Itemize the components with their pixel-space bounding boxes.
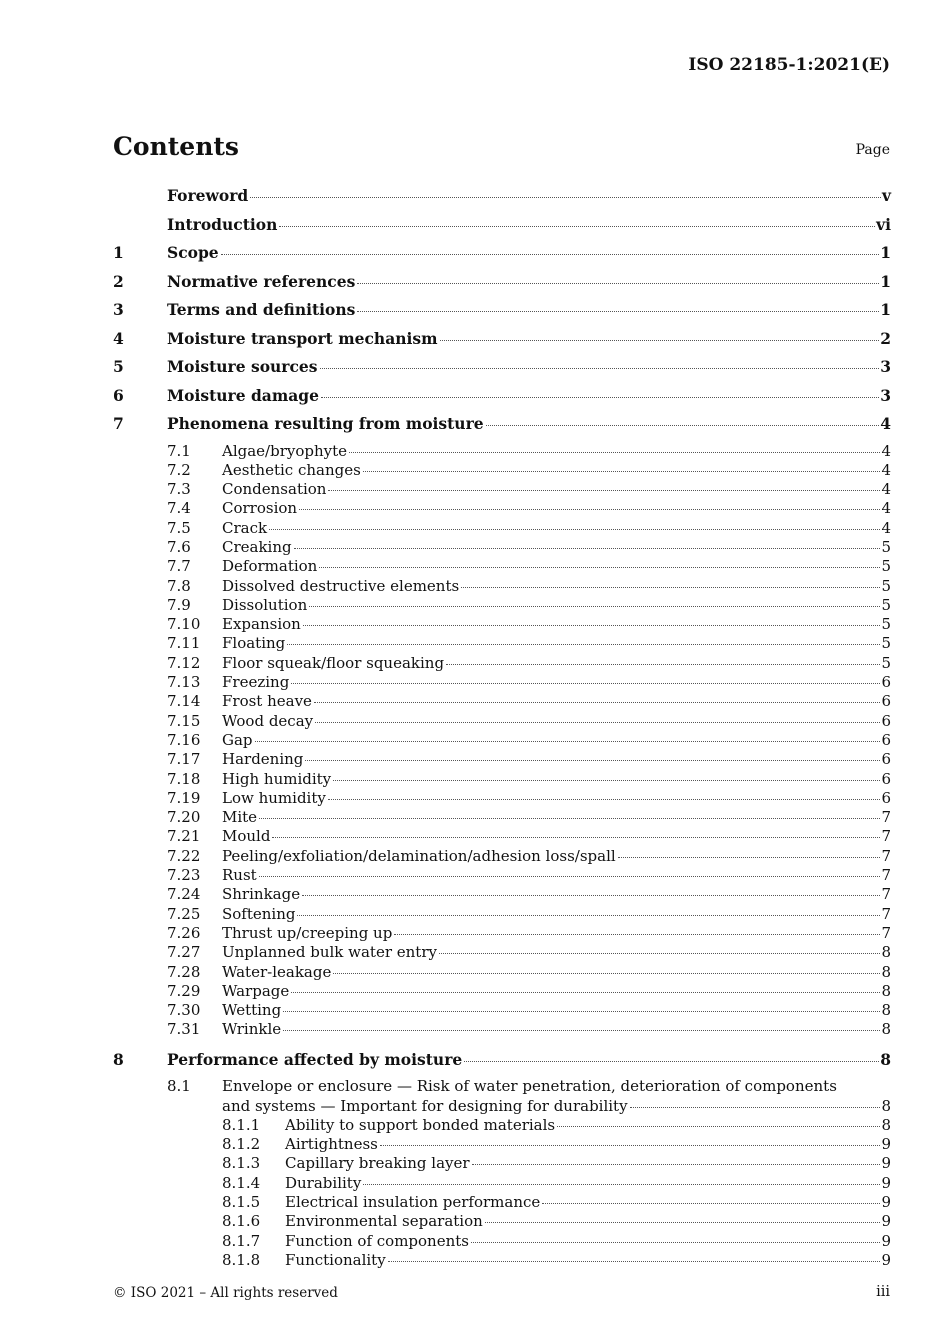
toc-entry-title: Normative references — [167, 271, 356, 291]
toc-entry-number: 7.2 — [167, 460, 191, 479]
toc-entry-page: 8 — [881, 1096, 891, 1115]
toc-entry[interactable] — [113, 356, 891, 385]
toc-entry-page: 5 — [881, 595, 891, 614]
toc-entry-number: 7.7 — [167, 557, 191, 576]
toc-entry-number: 4 — [113, 328, 124, 348]
toc-dot-leader — [333, 780, 880, 781]
toc-entry[interactable] — [113, 242, 891, 271]
toc-dot-leader — [255, 741, 881, 742]
toc-entry-page: 8 — [881, 981, 891, 1000]
toc-entry-number: 7.9 — [167, 595, 191, 614]
toc-entry[interactable] — [113, 1193, 891, 1212]
toc-entry-number: 8.1.4 — [222, 1173, 261, 1192]
toc-dot-leader — [283, 1011, 880, 1012]
toc-entry-title: Crack — [222, 518, 268, 537]
toc-entry-number: 7.24 — [167, 885, 201, 904]
toc-entry-title: Moisture transport mechanism — [167, 328, 438, 348]
toc-entry-page: 9 — [881, 1250, 891, 1269]
toc-dot-leader — [472, 1164, 881, 1165]
toc-entry-number: 7.27 — [167, 943, 201, 962]
toc-entry[interactable] — [113, 963, 891, 982]
toc-dot-leader — [557, 1126, 880, 1127]
toc-entry-title: Moisture damage — [167, 385, 319, 405]
toc-entry[interactable] — [113, 750, 891, 769]
toc-entry[interactable] — [113, 577, 891, 596]
toc-entry-title: Terms and definitions — [167, 300, 356, 319]
toc-entry[interactable] — [113, 808, 891, 827]
toc-entry[interactable] — [113, 847, 891, 866]
toc-dot-leader — [439, 953, 880, 954]
toc-entry[interactable] — [113, 885, 891, 904]
toc-entry-title: Low humidity — [222, 788, 326, 807]
toc-entry-number: 7.11 — [167, 634, 201, 653]
toc-entry-title: Unplanned bulk water entry — [222, 943, 437, 962]
toc-dot-leader — [618, 857, 881, 858]
toc-entry-title: Softening — [222, 904, 296, 923]
toc-entry-title: Environmental separation — [285, 1212, 483, 1231]
toc-dot-leader — [294, 548, 881, 549]
toc-entry-title: Capillary breaking layer — [285, 1154, 470, 1173]
toc-entry-page: 7 — [881, 866, 891, 885]
toc-entry-number: 7.30 — [167, 1001, 201, 1020]
toc-entry-page: 6 — [881, 788, 891, 807]
toc-entry[interactable] — [113, 1174, 891, 1193]
toc-dot-leader — [221, 254, 880, 255]
toc-entry-number: 7.22 — [167, 846, 201, 865]
toc-entry-page: 6 — [881, 750, 891, 769]
toc-entry-page: 9 — [881, 1154, 891, 1173]
toc-entry[interactable] — [113, 731, 891, 750]
toc-entry-title: Ability to support bonded materials — [285, 1115, 556, 1134]
toc-entry-title: Condensation — [222, 480, 327, 499]
toc-entry-title: Aesthetic changes — [222, 460, 361, 479]
toc-entry-title: Creaking — [222, 537, 292, 556]
toc-entry-page: v — [881, 186, 891, 205]
toc-dot-leader — [333, 973, 880, 974]
toc-entry-title: Durability — [285, 1173, 362, 1192]
contents-title: Contents — [113, 132, 240, 161]
toc-entry[interactable] — [113, 924, 891, 943]
toc-entry-title: Moisture sources — [167, 357, 318, 376]
toc-entry-page: 1 — [880, 300, 891, 319]
toc-entry[interactable] — [113, 712, 891, 731]
toc-entry-number: 7 — [113, 414, 124, 433]
toc-entry-page: 8 — [881, 1020, 891, 1039]
toc-dot-leader — [357, 283, 879, 284]
toc-entry-number: 7.18 — [167, 769, 201, 788]
toc-dot-leader — [363, 1184, 880, 1185]
toc-entry-number: 7.26 — [167, 923, 201, 942]
toc-entry-page: 3 — [880, 357, 891, 376]
toc-dot-leader — [321, 397, 879, 398]
toc-entry[interactable] — [113, 943, 891, 962]
toc-entry-title: Functionality — [285, 1250, 386, 1269]
toc-entry[interactable] — [113, 789, 891, 808]
toc-entry-number: 8.1.7 — [222, 1231, 261, 1250]
toc-entry-title: Freezing — [222, 673, 290, 692]
toc-entry[interactable] — [113, 519, 891, 538]
toc-dot-leader — [394, 934, 880, 935]
toc-entry[interactable] — [113, 1001, 891, 1020]
toc-entry-number: 7.13 — [167, 673, 201, 692]
toc-dot-leader — [259, 818, 880, 819]
footer-page-number: iii — [876, 1284, 890, 1300]
toc-entry[interactable] — [113, 982, 891, 1001]
toc-entry-page: 8 — [880, 1049, 891, 1069]
toc-entry-title: Water-leakage — [222, 962, 332, 981]
toc-entry-page: 7 — [881, 846, 891, 865]
toc-entry-page: 5 — [881, 576, 891, 595]
toc-dot-leader — [287, 644, 880, 645]
toc-entry-page: 7 — [881, 885, 891, 904]
toc-entry[interactable] — [113, 1116, 891, 1135]
toc-entry-title: Floor squeak/floor squeaking — [222, 653, 445, 672]
toc-entry-title: Performance affected by moisture — [167, 1049, 463, 1069]
toc-entry-number: 7.25 — [167, 904, 201, 923]
toc-entry-page: 4 — [880, 414, 891, 433]
toc-dot-leader — [388, 1261, 881, 1262]
toc-entry-page: 4 — [881, 460, 891, 479]
toc-entry-page: 6 — [881, 711, 891, 730]
toc-entry[interactable] — [113, 1212, 891, 1231]
toc-entry[interactable] — [113, 1232, 891, 1251]
toc-entry-title: Floating — [222, 634, 286, 653]
toc-entry[interactable] — [113, 413, 891, 442]
toc-entry[interactable] — [113, 634, 891, 653]
toc-entry-title: Algae/bryophyte — [222, 441, 348, 460]
toc-entry-title: and systems — Important for designing for durability — [222, 1096, 628, 1115]
toc-entry-title: Mould — [222, 827, 271, 846]
toc-dot-leader — [315, 722, 880, 723]
toc-entry-number: 7.19 — [167, 788, 201, 807]
toc-entry-page: 9 — [881, 1231, 891, 1250]
toc-entry-number: 8.1.1 — [222, 1115, 261, 1134]
toc-entry-page: 7 — [881, 827, 891, 846]
toc-entry-number: 5 — [113, 357, 124, 376]
toc-entry[interactable] — [113, 328, 891, 357]
toc-entry-number: 7.31 — [167, 1020, 201, 1039]
page-column-label: Page — [855, 142, 890, 158]
toc-entry-page: 8 — [881, 962, 891, 981]
toc-dot-leader — [461, 587, 880, 588]
toc-entry[interactable] — [113, 866, 891, 885]
toc-entry-number: 8.1.8 — [222, 1250, 261, 1269]
toc-entry[interactable] — [113, 654, 891, 673]
toc-entry-number: 7.6 — [167, 537, 191, 556]
toc-dot-leader — [485, 1222, 881, 1223]
toc-entry-title: Electrical insulation performance — [285, 1192, 541, 1211]
toc-entry-page: 4 — [881, 518, 891, 537]
toc-entry-number: 8 — [113, 1049, 124, 1069]
toc-entry-number: 7.29 — [167, 981, 201, 1000]
toc-entry-number: 7.14 — [167, 692, 201, 711]
toc-dot-leader — [279, 226, 875, 227]
toc-entry[interactable] — [113, 905, 891, 924]
toc-entry-title: Deformation — [222, 557, 318, 576]
toc-entry-title: High humidity — [222, 769, 332, 788]
toc-entry[interactable] — [113, 271, 891, 300]
toc-dot-leader — [272, 837, 880, 838]
toc-entry-number: 3 — [113, 300, 124, 319]
toc-entry-page: 8 — [881, 943, 891, 962]
toc-entry-number: 7.17 — [167, 750, 201, 769]
toc-entry-page: 9 — [881, 1173, 891, 1192]
toc-entry-page: 3 — [880, 385, 891, 405]
toc-dot-leader — [471, 1242, 880, 1243]
toc-entry-page: 1 — [880, 243, 891, 262]
toc-dot-leader — [440, 340, 880, 341]
toc-entry-page: 4 — [881, 441, 891, 460]
toc-entry-number: 7.12 — [167, 653, 201, 672]
toc-entry-page: vi — [876, 214, 891, 234]
toc-entry-page: 8 — [881, 1115, 891, 1134]
toc-dot-leader — [303, 625, 881, 626]
toc-entry-page: 6 — [881, 673, 891, 692]
toc-dot-leader — [291, 683, 880, 684]
toc-entry[interactable] — [113, 480, 891, 499]
toc-entry-page: 2 — [880, 328, 891, 348]
toc-entry-page: 5 — [881, 653, 891, 672]
toc-entry[interactable] — [113, 827, 891, 846]
toc-entry-number: 7.1 — [167, 441, 191, 460]
toc-entry-title: Expansion — [222, 615, 301, 634]
toc-entry[interactable] — [113, 461, 891, 480]
toc-dot-leader — [328, 490, 880, 491]
toc-entry-title: Wrinkle — [222, 1020, 282, 1039]
toc-entry-page: 7 — [881, 808, 891, 827]
toc-entry-number: 7.20 — [167, 808, 201, 827]
toc-entry-number: 7.8 — [167, 576, 191, 595]
toc-dot-leader — [357, 311, 879, 312]
toc-entry-number: 1 — [113, 243, 124, 262]
toc-dot-leader — [486, 425, 880, 426]
toc-entry-number: 2 — [113, 271, 124, 291]
toc-entry-page: 9 — [881, 1212, 891, 1231]
toc-entry-number: 7.15 — [167, 711, 201, 730]
toc-dot-leader — [283, 1030, 880, 1031]
toc-dot-leader — [259, 876, 881, 877]
toc-entry-title: Corrosion — [222, 499, 298, 518]
toc-entry-title: Airtightness — [285, 1135, 378, 1154]
toc-entry-page: 9 — [881, 1192, 891, 1211]
toc-dot-leader — [630, 1107, 881, 1108]
toc-entry[interactable] — [113, 1097, 891, 1116]
toc-entry-title: Dissolution — [222, 595, 308, 614]
toc-entry[interactable] — [113, 499, 891, 518]
toc-entry[interactable] — [113, 1154, 891, 1173]
toc-entry-title: Warpage — [222, 981, 290, 1000]
toc-entry[interactable] — [113, 770, 891, 789]
toc-entry-title: Rust — [222, 866, 257, 885]
toc-entry-title: Function of components — [285, 1231, 469, 1250]
toc-entry[interactable] — [113, 1251, 891, 1270]
toc-dot-leader — [328, 799, 881, 800]
toc-entry-page: 5 — [881, 557, 891, 576]
toc-entry-number: 7.16 — [167, 730, 201, 749]
toc-entry-title: Gap — [222, 730, 253, 749]
toc-entry-page: 4 — [881, 499, 891, 518]
toc-entry[interactable] — [113, 557, 891, 576]
footer-copyright: © ISO 2021 – All rights reserved — [113, 1285, 338, 1301]
table-of-contents — [113, 185, 891, 1270]
toc-entry[interactable] — [113, 673, 891, 692]
toc-entry[interactable] — [113, 299, 891, 328]
toc-entry-title: Shrinkage — [222, 885, 301, 904]
toc-entry[interactable] — [113, 185, 891, 214]
toc-entry-number: 7.28 — [167, 962, 201, 981]
toc-entry-page: 1 — [880, 271, 891, 291]
toc-dot-leader — [302, 895, 880, 896]
toc-entry-title: Mite — [222, 808, 258, 827]
toc-entry[interactable] — [113, 615, 891, 634]
toc-dot-leader — [464, 1061, 879, 1062]
toc-dot-leader — [363, 471, 881, 472]
toc-entry-title: Wood decay — [222, 711, 314, 730]
toc-entry[interactable] — [113, 442, 891, 461]
toc-dot-leader — [291, 992, 880, 993]
toc-entry-page: 5 — [881, 634, 891, 653]
toc-entry-page: 6 — [881, 692, 891, 711]
toc-entry[interactable] — [113, 214, 891, 243]
toc-entry-number: 8.1.2 — [222, 1135, 261, 1154]
toc-entry-title: Foreword — [167, 186, 249, 205]
toc-entry-page: 7 — [881, 923, 891, 942]
toc-entry-page: 4 — [881, 480, 891, 499]
toc-entry-page: 6 — [881, 730, 891, 749]
toc-entry[interactable] — [113, 1135, 891, 1154]
toc-entry-title: Introduction — [167, 214, 278, 234]
toc-entry[interactable] — [113, 538, 891, 557]
toc-entry-number: 7.5 — [167, 518, 191, 537]
toc-dot-leader — [269, 529, 880, 530]
toc-dot-leader — [349, 452, 880, 453]
toc-dot-leader — [250, 197, 881, 198]
toc-entry-number: 6 — [113, 385, 124, 405]
toc-entry[interactable] — [113, 1020, 891, 1039]
toc-entry-number: 8.1.6 — [222, 1212, 261, 1231]
toc-entry-page: 5 — [881, 615, 891, 634]
toc-entry-number: 7.21 — [167, 827, 201, 846]
toc-dot-leader — [319, 567, 880, 568]
toc-entry[interactable] — [113, 692, 891, 711]
toc-entry-page: 8 — [881, 1001, 891, 1020]
toc-dot-leader — [297, 915, 880, 916]
toc-dot-leader — [305, 760, 880, 761]
toc-entry-title: Phenomena resulting from moisture — [167, 414, 484, 433]
toc-dot-leader — [320, 368, 880, 369]
doc-id: ISO 22185-1:2021(E) — [688, 55, 890, 75]
toc-entry-number: 8.1.5 — [222, 1192, 261, 1211]
toc-entry-title: Dissolved destructive elements — [222, 576, 460, 595]
toc-entry-number: 7.10 — [167, 615, 201, 634]
toc-entry-number: 8.1 — [167, 1077, 191, 1096]
toc-dot-leader — [380, 1145, 881, 1146]
toc-entry[interactable] — [113, 1077, 891, 1096]
toc-dot-leader — [299, 509, 880, 510]
toc-entry-title: Frost heave — [222, 692, 312, 711]
toc-entry-title: Hardening — [222, 750, 304, 769]
toc-entry-title: Scope — [167, 243, 219, 262]
toc-entry-title: Wetting — [222, 1001, 282, 1020]
toc-dot-leader — [446, 664, 880, 665]
toc-entry-title: Peeling/exfoliation/delamination/adhesion loss/spall — [222, 846, 616, 865]
toc-entry-number: 7.3 — [167, 480, 191, 499]
toc-dot-leader — [542, 1203, 880, 1204]
toc-dot-leader — [309, 606, 880, 607]
toc-entry-page: 5 — [881, 537, 891, 556]
toc-entry-title: Thrust up/creeping up — [222, 923, 393, 942]
toc-entry-page: 9 — [881, 1135, 891, 1154]
toc-entry[interactable] — [113, 385, 891, 414]
toc-entry-page: 6 — [881, 769, 891, 788]
toc-entry-number: 7.4 — [167, 499, 191, 518]
toc-entry[interactable] — [113, 596, 891, 615]
toc-dot-leader — [314, 702, 881, 703]
toc-entry[interactable] — [113, 1049, 891, 1078]
toc-entry-title: Envelope or enclosure — Risk of water penetration, deterioration of components — [222, 1077, 837, 1096]
toc-entry-page: 7 — [881, 904, 891, 923]
toc-entry-number: 7.23 — [167, 866, 201, 885]
toc-entry-number: 8.1.3 — [222, 1154, 261, 1173]
